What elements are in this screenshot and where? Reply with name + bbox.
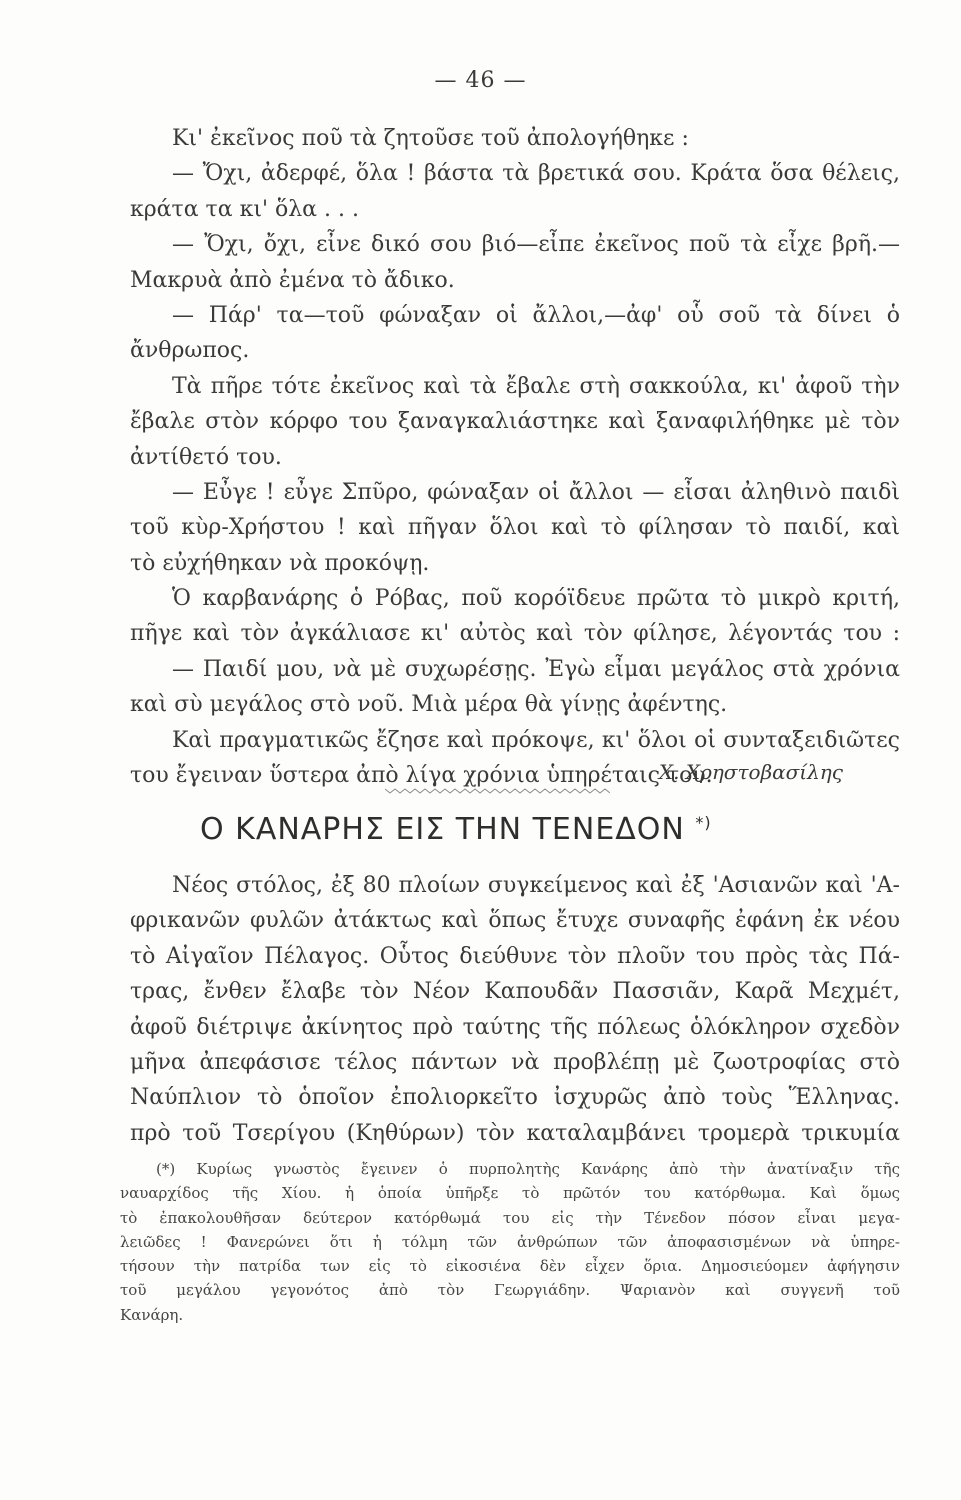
text-line: καὶ σὺ μεγάλος στὸ νοῦ. Μιὰ μέρα θὰ γίνῃς ἀφέντης. bbox=[130, 692, 728, 718]
text-line: πῆγε καὶ τὸν ἀγκάλιασε κι' αὐτὸς καὶ τὸν φίλησε, λέγοντάς του : bbox=[130, 621, 900, 647]
section-heading bbox=[200, 812, 800, 847]
text-line: κράτα τα κι' ὅλα . . . bbox=[130, 196, 360, 222]
text-line: τρας, ἔνθεν ἔλαβε τὸν Νέον Καπουδᾶν Πασσιᾶν, Καρᾶ Μεχμέτ, bbox=[130, 979, 900, 1005]
text-line: Τὰ πῆρε τότε ἐκεῖνος καὶ τὰ ἔβαλε στὴ σακκούλα, κι' ἀφοῦ τὴν bbox=[172, 373, 900, 399]
footnote-line: ναυαρχίδος τῆς Χίου. ἡ ὁποία ὑπῆρξε τὸ πρῶτόν του κατόρθωμα. Καὶ ὅμως bbox=[120, 1184, 900, 1203]
text-line: του ἔγειναν ὕστερα ἀπὸ λίγα χρόνια ὑπηρέταις του. bbox=[130, 763, 713, 789]
wavy-divider bbox=[385, 788, 610, 794]
text-line: τὸ εὐχήθηκαν νὰ προκόψῃ. bbox=[130, 550, 430, 576]
text-line: πρὸ τοῦ Τσερίγου (Κηθύρων) τὸν καταλαμβάνει τρομερὰ τρικυμία bbox=[130, 1120, 900, 1146]
text-line: ἔβαλε στὸν κόρφο του ξαναγκαλιάστηκε καὶ ξαναφιλήθηκε μὲ τὸν bbox=[130, 409, 900, 435]
text-line: — Ὄχι, ὄχι, εἶνε δικό σου βιό—εἶπε ἐκεῖνος ποῦ τὰ εἶχε βρῆ.— bbox=[172, 232, 900, 258]
text-line: φρικανῶν φυλῶν ἀτάκτως καὶ ὅπως ἔτυχε συναφῆς ἐφάνη ἐκ νέου bbox=[130, 908, 900, 934]
text-line: Ὁ καρβανάρης ὁ Ρόβας, ποῦ κορόϊδευε πρῶτα τὸ μικρὸ κριτή, bbox=[172, 586, 900, 612]
text-line: — Παιδί μου, νὰ μὲ συχωρέσῃς. Ἐγὼ εἶμαι μεγάλος στὰ χρόνια bbox=[172, 656, 900, 682]
text-line: ἀφοῦ διέτριψε ἀκίνητος πρὸ ταύτης τῆς πόλεως ὁλόκληρον σχεδὸν bbox=[130, 1014, 900, 1040]
text-line: — Ὄχι, ἀδερφέ, ὅλα ! βάστα τὰ βρετικά σου. Κράτα ὅσα θέλεις, bbox=[172, 161, 900, 187]
author-signature: Χ. Χρηστοβασίλης bbox=[658, 760, 843, 784]
text-line: — Εὖγε ! εὖγε Σπῦρο, φώναξαν οἱ ἄλλοι — εἶσαι ἀληθινὸ παιδὶ bbox=[172, 479, 900, 505]
story-text bbox=[130, 121, 900, 793]
text-line: μῆνα ἀπεφάσισε τέλος πάντων νὰ προβλέπῃ μὲ ζωοτροφίας στὸ bbox=[130, 1049, 900, 1075]
footnote bbox=[120, 1157, 900, 1327]
text-line: τὸ Αἰγαῖον Πέλαγος. Οὗτος διεύθυνε τὸν πλοῦν του πρὸς τὰς Πά- bbox=[130, 943, 900, 969]
text-line: Κι' ἐκεῖνος ποῦ τὰ ζητοῦσε τοῦ ἀπολογήθηκε : bbox=[172, 126, 689, 151]
text-line: Μακρυὰ ἀπὸ ἐμένα τὸ ἄδικο. bbox=[130, 267, 455, 293]
text-line: Καὶ πραγματικῶς ἔζησε καὶ πρόκοψε, κι' ὅλοι οἱ συνταξειδιῶτες bbox=[172, 727, 900, 753]
footnote-line: τοῦ μεγάλου γεγονότος ἀπὸ τὸν Γεωργιάδην. Ψαριανὸν καὶ συγγενῆ τοῦ bbox=[120, 1281, 900, 1300]
footnote-line: Κανάρη. bbox=[120, 1305, 184, 1324]
section-title: Ο ΚΑΝΑΡΗΣ ΕΙΣ ΤΗΝ ΤΕΝΕΔΟΝ bbox=[200, 812, 685, 847]
text-line: — Πάρ' τα—τοῦ φώναξαν οἱ ἄλλοι,—ἀφ' οὗ σοῦ τὰ δίνει ὁ bbox=[172, 302, 900, 328]
text-line: τοῦ κὺρ-Χρήστου ! καὶ πῆγαν ὅλοι καὶ τὸ φίλησαν τὸ παιδί, καὶ bbox=[130, 515, 900, 541]
footnote-line: λειῶδες ! Φανερώνει ὅτι ἡ τόλμη τῶν ἀνθρώπων τῶν ἀποφασισμένων νὰ ὑπηρε- bbox=[120, 1232, 900, 1251]
text-line: ἄνθρωπος. bbox=[130, 338, 250, 364]
text-line: ἀντίθετό του. bbox=[130, 444, 282, 470]
page-number: — 46 — bbox=[434, 68, 527, 93]
text-line: Ναύπλιον τὸ ὁποῖον ἐπολιορκεῖτο ἰσχυρῶς ἀπὸ τοὺς Ἕλληνας. bbox=[130, 1085, 900, 1111]
footnote-line: (*) Κυρίως γνωστὸς ἔγεινεν ὁ πυρπολητὴς Κανάρης ἀπὸ τὴν ἀνατίναξιν τῆς bbox=[156, 1160, 900, 1178]
footnote-line: τὸ ἐπακολουθῆσαν δεύτερον κατόρθωμά του εἰς τὴν Τένεδον πόσον εἶναι μεγα- bbox=[120, 1208, 900, 1227]
footnote-line: τήσουν τὴν πατρίδα των εἰς τὸ εἰκοσιένα δὲν εἶχεν ὅρια. Δημοσιεύομεν ἀφήγησιν bbox=[120, 1257, 900, 1276]
text-line: Νέος στόλος, ἐξ 80 πλοίων συγκείμενος καὶ ἐξ 'Ασιανῶν καὶ 'Α- bbox=[172, 873, 900, 898]
footnote-marker: *) bbox=[695, 813, 712, 832]
article-text bbox=[130, 868, 900, 1151]
